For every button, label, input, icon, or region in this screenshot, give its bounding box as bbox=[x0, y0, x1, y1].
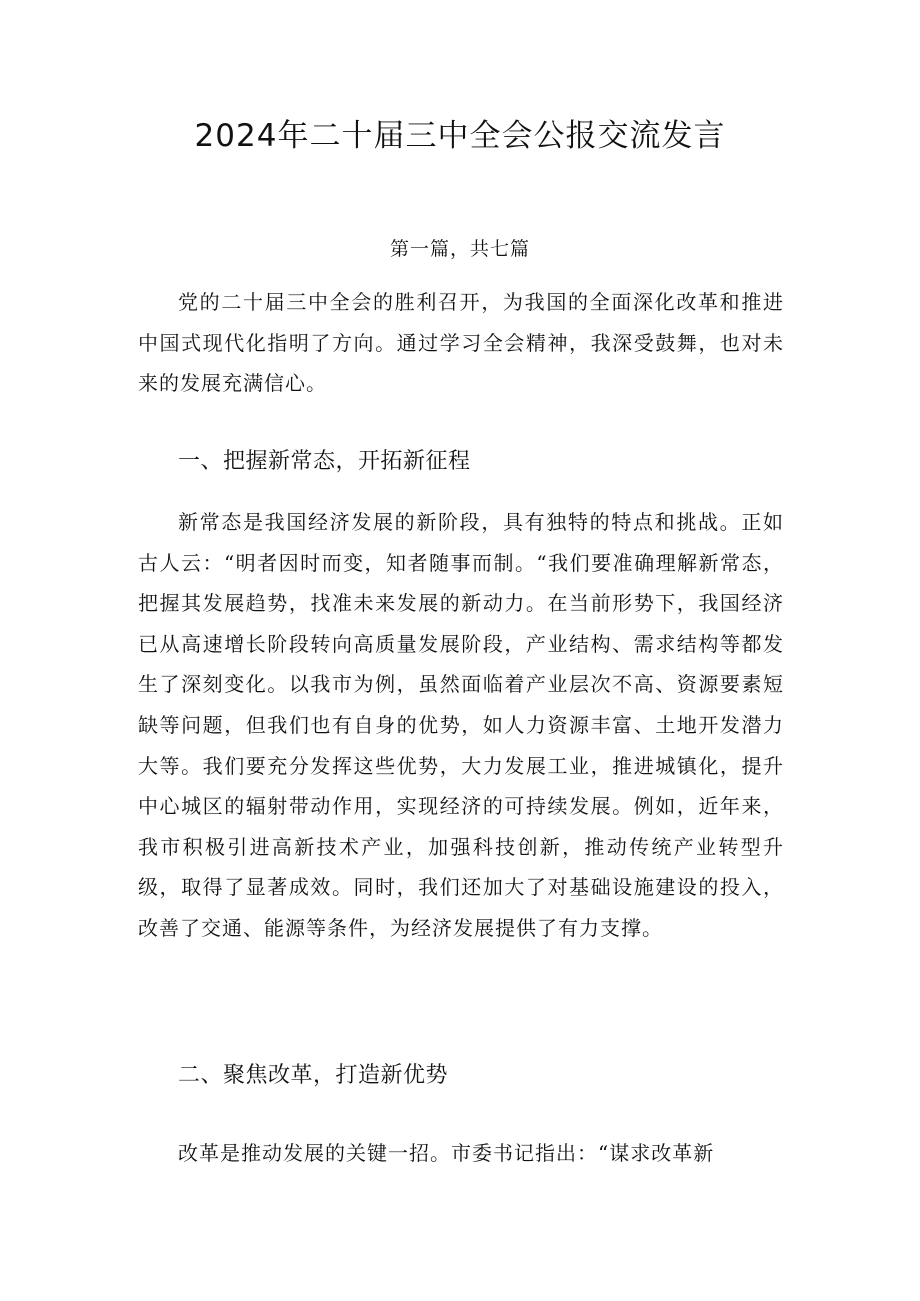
section-heading-2: 二、聚焦改革，打造新优势 bbox=[178, 1063, 449, 1088]
paragraph-reform: 改革是推动发展的关键一招。市委书记指出：“谋求改革新 bbox=[178, 1141, 715, 1165]
paragraph-new-normal: 新常态是我国经济发展的新阶段，具有独特的特点和挑战。正如古人云：“明者因时而变，知者随事而制。“我们要准确理解新常态，把握其发展趋势，找准未来发展的新动力。在当前形势下，我国经济已从高速增长阶段转向高质量发展阶段，产业结构、需求结构等都发生了深刻变化。以我市为例，虽然面临着产业层次不高、资源要素短缺等问题，但我们也有自身的优势，如人力资源丰富、土地开发潜力大等。我们要充分发挥这些优势，大力发展工业，推进城镇化，提升中心城区的辐射带动作用，实现经济的可持续发展。例如，近年来，我市积极引进高新技术产业，加强科技创新，推动传统产业转型升级，取得了显著成效。同时，我们还加大了对基础设施建设的投入，改善了交通、能源等条件，为经济发展提供了有力支撑。 bbox=[138, 510, 784, 940]
document-subtitle: 第一篇，共七篇 bbox=[389, 238, 530, 260]
section-heading-1: 一、把握新常态，开拓新征程 bbox=[178, 449, 471, 474]
paragraph-intro: 党的二十届三中全会的胜利召开，为我国的全面深化改革和推进中国式现代化指明了方向。通过学习全会精神，我深受鼓舞，也对未来的发展充满信心。 bbox=[138, 290, 784, 396]
document-title: 2024年二十届三中全会公报交流发言 bbox=[194, 118, 726, 154]
